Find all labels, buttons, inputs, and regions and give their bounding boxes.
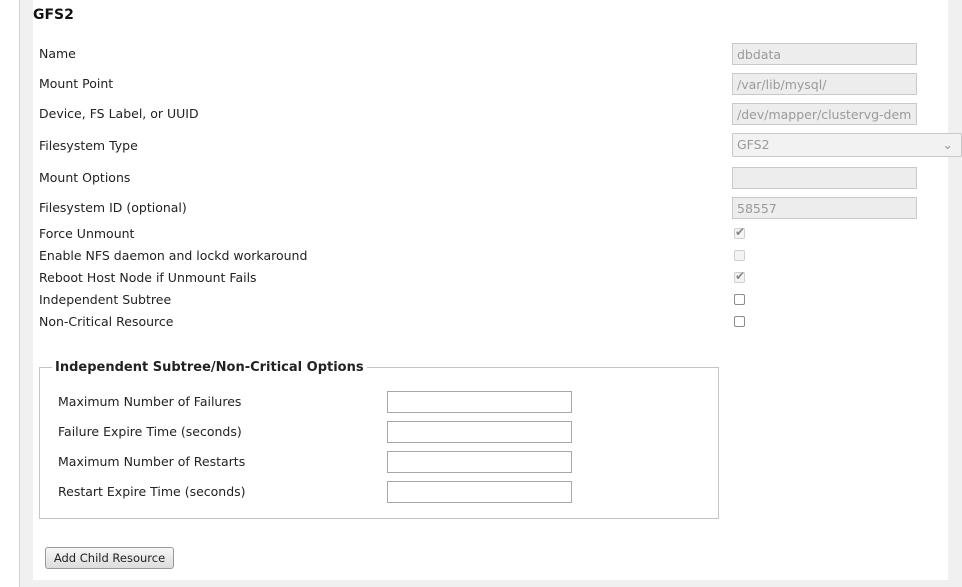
subtree-options-legend: Independent Subtree/Non-Critical Options bbox=[52, 360, 367, 375]
checkmark-icon: ✔ bbox=[735, 269, 746, 283]
force-unmount-checkbox[interactable] bbox=[734, 225, 746, 239]
reboot-on-fail-label: Reboot Host Node if Unmount Fails bbox=[39, 270, 257, 285]
checkmark-icon: ✔ bbox=[735, 225, 746, 239]
resource-title: GFS2 bbox=[33, 7, 74, 23]
device-input[interactable] bbox=[732, 103, 917, 125]
mount-options-label: Mount Options bbox=[39, 170, 131, 185]
non-critical-checkbox[interactable] bbox=[734, 316, 745, 327]
name-input[interactable] bbox=[732, 43, 917, 65]
force-unmount-label: Force Unmount bbox=[39, 226, 135, 241]
max-restarts-label: Maximum Number of Restarts bbox=[58, 454, 246, 469]
independent-subtree-checkbox[interactable] bbox=[734, 294, 745, 305]
nfs-workaround-label: Enable NFS daemon and lockd workaround bbox=[39, 248, 308, 263]
name-label: Name bbox=[39, 46, 76, 61]
max-failures-input[interactable] bbox=[387, 391, 572, 413]
chevron-down-icon: ⌄ bbox=[942, 137, 953, 152]
left-gutter bbox=[0, 0, 20, 587]
mount-point-input[interactable] bbox=[732, 73, 917, 95]
independent-subtree-label: Independent Subtree bbox=[39, 292, 172, 307]
fs-id-input[interactable] bbox=[732, 197, 917, 219]
max-restarts-input[interactable] bbox=[387, 451, 572, 473]
add-child-resource-button[interactable]: Add Child Resource bbox=[45, 547, 174, 569]
fs-type-value: GFS2 bbox=[737, 137, 770, 152]
fs-id-label: Filesystem ID (optional) bbox=[39, 200, 187, 215]
resource-panel bbox=[33, 0, 953, 580]
nfs-workaround-checkbox[interactable] bbox=[734, 250, 745, 261]
mount-point-label: Mount Point bbox=[39, 76, 114, 91]
max-failures-label: Maximum Number of Failures bbox=[58, 394, 242, 409]
reboot-on-fail-checkbox[interactable] bbox=[734, 269, 746, 283]
failure-expire-label: Failure Expire Time (seconds) bbox=[58, 424, 242, 439]
fs-type-select[interactable] bbox=[732, 133, 962, 157]
non-critical-label: Non-Critical Resource bbox=[39, 314, 174, 329]
device-label: Device, FS Label, or UUID bbox=[39, 106, 199, 121]
failure-expire-input[interactable] bbox=[387, 421, 572, 443]
mount-options-input[interactable] bbox=[732, 167, 917, 189]
fs-type-label: Filesystem Type bbox=[39, 138, 138, 153]
subtree-options-fieldset bbox=[39, 360, 719, 519]
restart-expire-label: Restart Expire Time (seconds) bbox=[58, 484, 246, 499]
restart-expire-input[interactable] bbox=[387, 481, 572, 503]
